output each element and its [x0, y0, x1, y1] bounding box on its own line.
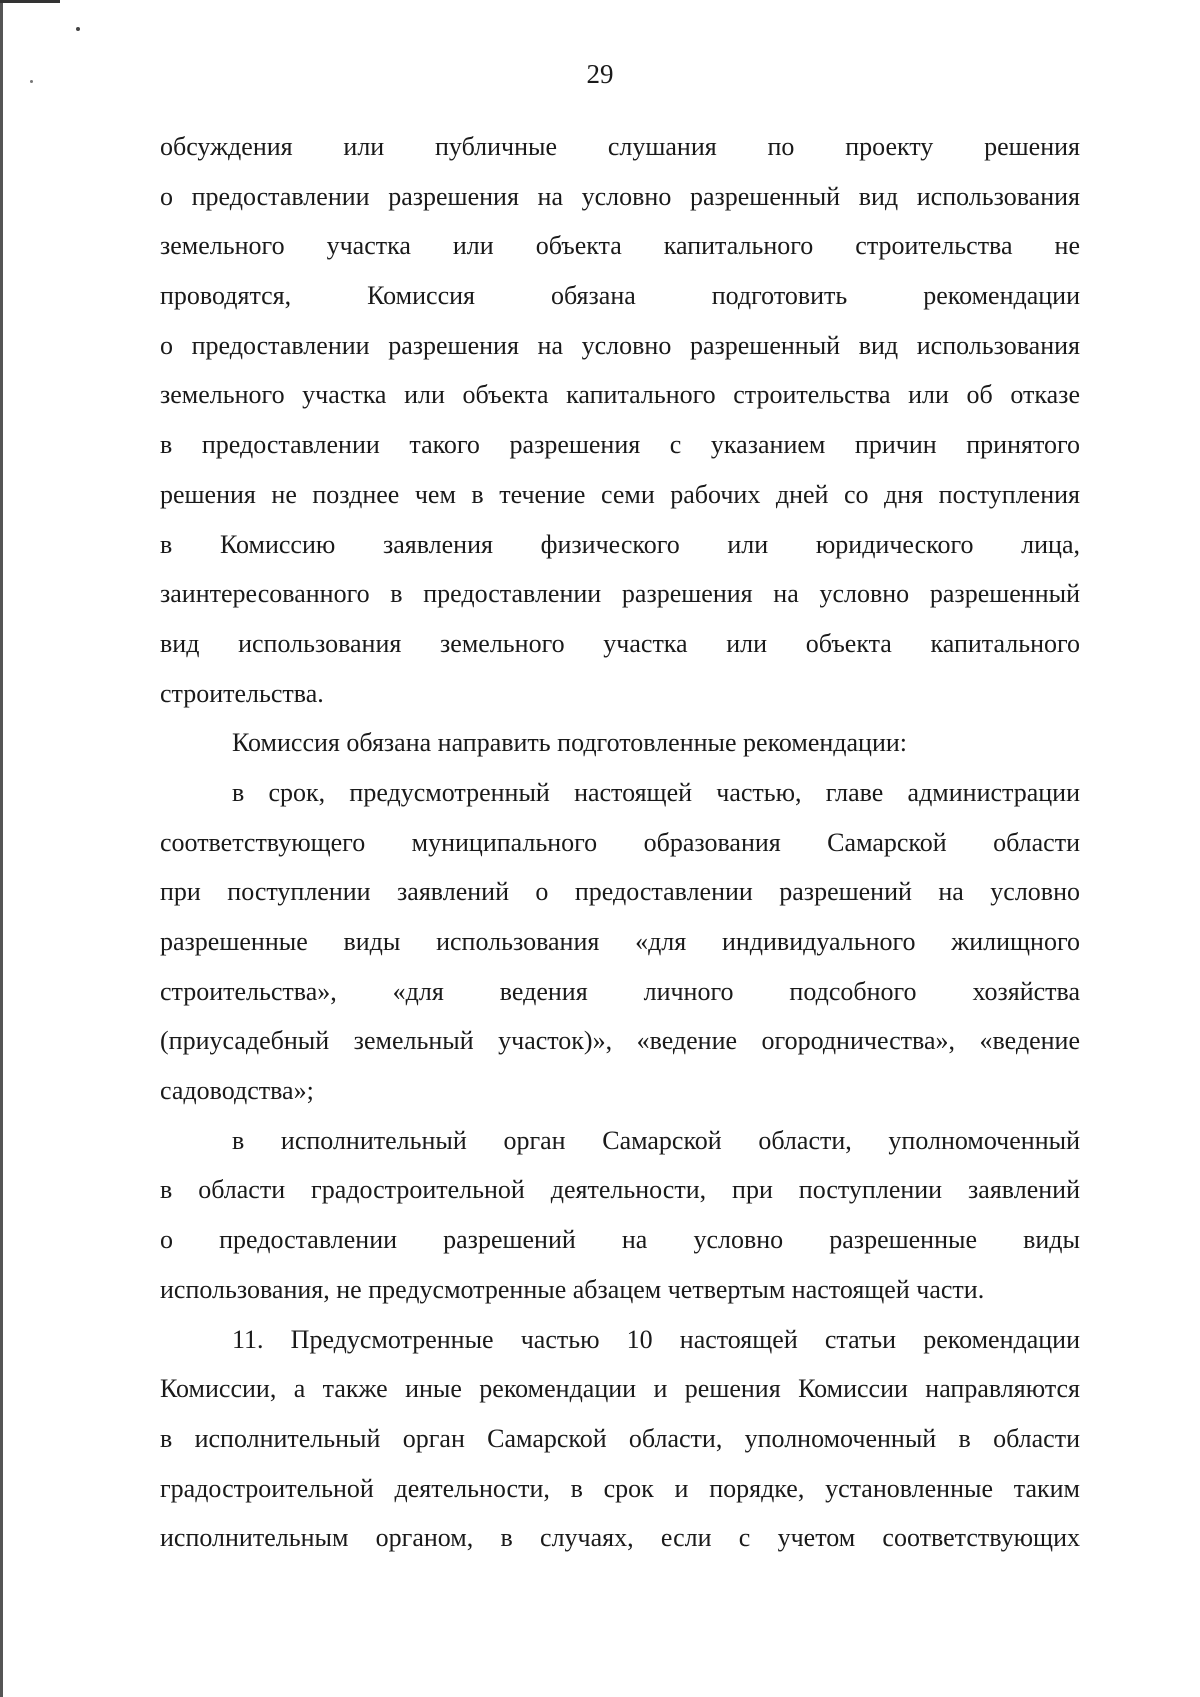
text-line: в области градостроительной деятельности, при поступлении заявлений — [160, 1175, 1080, 1205]
text-line: о предоставлении разрешения на условно разрешенный вид использования — [160, 330, 1080, 360]
text-line: 11. Предусмотренные частью 10 настоящей статьи рекомендации — [232, 1324, 1080, 1354]
scan-edge-top — [0, 0, 60, 3]
text-line: строительства», «для ведения личного подсобного хозяйства — [160, 976, 1080, 1006]
text-line: земельного участка или объекта капитального строительства или об отказе — [160, 380, 1080, 410]
text-line: в срок, предусмотренный настоящей частью, главе администрации — [232, 777, 1080, 807]
text-line: в исполнительный орган Самарской области, уполномоченный — [232, 1125, 1080, 1155]
scan-edge-left — [0, 0, 3, 1697]
text-line: о предоставлении разрешений на условно разрешенные виды — [160, 1225, 1080, 1255]
text-line: соответствующего муниципального образования Самарской области — [160, 827, 1080, 857]
text-line: проводятся, Комиссия обязана подготовить рекомендации — [160, 281, 1080, 311]
text-line: строительства. — [160, 678, 324, 708]
page-number: 29 — [586, 59, 614, 89]
scan-speck — [76, 27, 80, 31]
text-line: градостроительной деятельности, в срок и порядке, установленные таким — [160, 1473, 1080, 1503]
text-line: (приусадебный земельный участок)», «ведение огородничества», «ведение — [160, 1026, 1080, 1056]
text-line: земельного участка или объекта капитального строительства не — [160, 231, 1080, 261]
document-body — [160, 122, 1080, 1563]
text-line: решения не позднее чем в течение семи рабочих дней со дня поступления — [160, 479, 1080, 509]
text-line: использования, не предусмотренные абзацем четвертым настоящей части. — [160, 1274, 985, 1304]
text-line: обсуждения или публичные слушания по проекту решения — [160, 132, 1080, 161]
text-line: заинтересованного в предоставлении разрешения на условно разрешенный — [160, 579, 1080, 609]
text-line: Комиссия обязана направить подготовленные рекомендации: — [232, 728, 908, 758]
text-line: в Комиссию заявления физического или юридического лица, — [160, 529, 1080, 559]
text-line: разрешенные виды использования «для индивидуального жилищного — [160, 927, 1080, 956]
text-line: вид использования земельного участка или объекта капитального — [160, 628, 1080, 658]
text-line: исполнительным органом, в случаях, если с учетом соответствующих — [160, 1523, 1080, 1553]
text-line: о предоставлении разрешения на условно разрешенный вид использования — [160, 181, 1080, 211]
text-line: садоводства»; — [160, 1076, 314, 1106]
text-line: в предоставлении такого разрешения с указанием причин принятого — [160, 430, 1080, 460]
text-line: в исполнительный орган Самарской области, уполномоченный в области — [160, 1423, 1080, 1453]
text-line: при поступлении заявлений о предоставлении разрешений на условно — [160, 877, 1080, 907]
text-line: Комиссии, а также иные рекомендации и решения Комиссии направляются — [160, 1374, 1080, 1404]
